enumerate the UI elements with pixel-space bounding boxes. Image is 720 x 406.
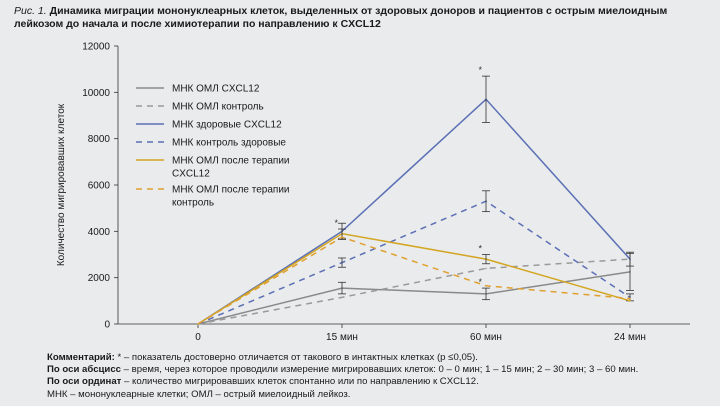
data-point (197, 323, 199, 325)
data-point (629, 298, 631, 300)
note-abbreviations: МНК – мононуклеарные клетки; ОМЛ – острый миелоидный лейкоз. (47, 388, 351, 400)
figure-number: Рис. 1. (14, 5, 47, 17)
x-tick-label: 24 мин (614, 332, 646, 343)
y-tick-label: 12000 (82, 41, 110, 53)
y-axis-label: Количество мигрировавших клеток (56, 103, 67, 267)
significance-mark: * (478, 65, 482, 76)
data-point (485, 285, 487, 287)
x-tick-label: 0 (195, 332, 201, 343)
legend-label: МНК ОМЛ контроль (172, 101, 264, 113)
legend-label: МНК ОМЛ после терапии (172, 184, 290, 196)
y-tick-label: 10000 (82, 87, 110, 99)
series-line-3 (198, 201, 630, 324)
data-point (341, 236, 343, 238)
y-tick-label: 4000 (87, 226, 110, 238)
data-point (485, 268, 487, 270)
significance-mark: * (334, 218, 338, 229)
y-tick-label: 2000 (87, 273, 110, 285)
x-tick-label: 60 мин (470, 332, 502, 343)
figure-title: Динамика миграции мононуклеарных клеток, выделенных от здоровых доноров и пациентов с острым миелоидным лейкозом до начала и после химиотерапии по направлению к CXCL12 (14, 5, 668, 30)
note-comment: Комментарий: * – показатель достоверно отличается от такового в интактных клетках (p ≤0,05). (47, 352, 478, 363)
legend-label: контроль (172, 197, 215, 209)
y-tick-label: 6000 (87, 180, 110, 192)
series-line-4 (198, 234, 630, 324)
legend-label: МНК ОМЛ после терапии (172, 155, 290, 167)
series-line-5 (198, 237, 630, 324)
note-x-axis: По оси абсцисс – время, через которое проводили измерение мигрировавших клеток: 0 – 0 мин; 1 – 15 мин; 2 – 30 мин; 3 – 60 мин. (47, 364, 639, 376)
significance-mark: * (478, 243, 482, 254)
legend-label: CXCL12 (172, 168, 210, 180)
figure-notes (47, 352, 715, 401)
legend-label: МНК здоровые CXCL12 (172, 119, 282, 131)
y-tick-label: 8000 (87, 134, 110, 146)
data-point (629, 300, 631, 302)
legend-label: МНК контроль здоровые (172, 137, 286, 149)
y-tick-label: 0 (104, 319, 110, 331)
legend-label: МНК ОМЛ CXCL12 (172, 83, 260, 95)
x-tick-label: 15 мин (326, 332, 358, 343)
series-line-0 (198, 272, 630, 324)
significance-mark: * (478, 277, 482, 288)
data-point (341, 297, 343, 299)
note-y-axis: По оси ординат – количество мигрировавших клеток спонтанно или по направлению к CXCL12. (47, 376, 479, 388)
